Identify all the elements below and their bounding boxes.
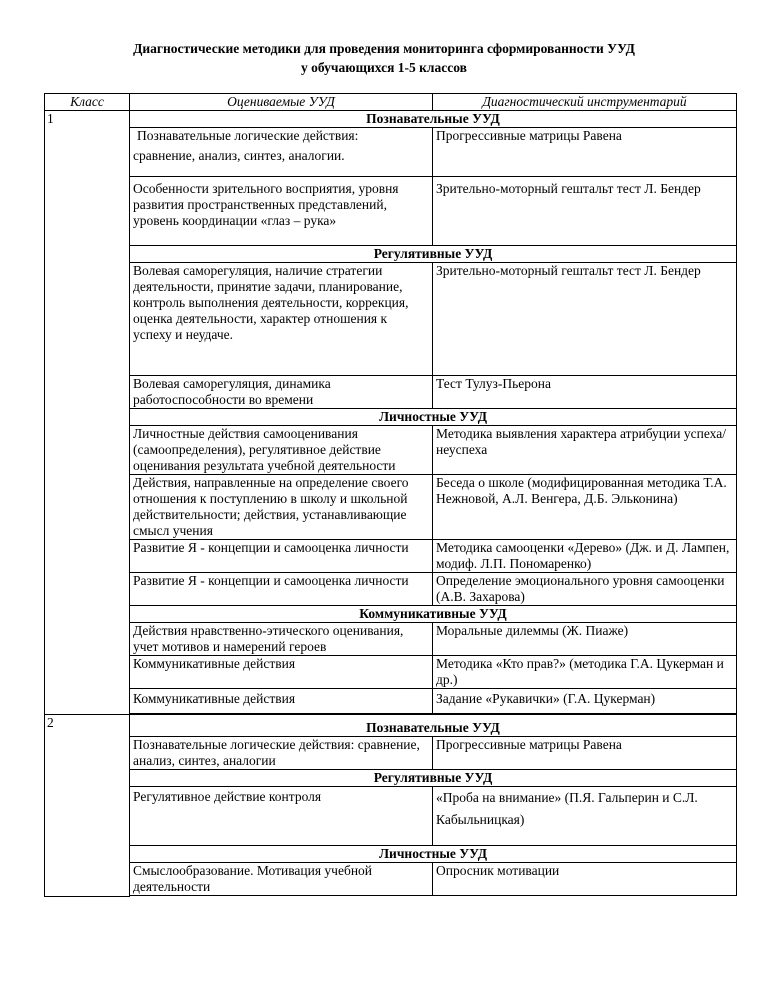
header-skills: Оцениваемые УУД <box>130 94 433 111</box>
table-row <box>45 426 737 475</box>
table-row <box>45 656 737 689</box>
skill-text: сравнение, анализ, синтез, аналогии. <box>133 148 345 163</box>
tool-cell: Беседа о школе (модифицированная методика Т.А. Нежновой, А.Л. Венгера, Д.Б. Эльконина) <box>433 475 737 540</box>
section-cognitive-g2: Познавательные УУД <box>130 715 737 737</box>
skill-cell: Развитие Я - концепции и самооценка личности <box>130 573 433 606</box>
section-personal-g2: Личностные УУД <box>130 846 737 863</box>
table-row <box>45 623 737 656</box>
section-regulatory-g2: Регулятивные УУД <box>130 770 737 787</box>
skill-text: Познавательные логические действия: <box>137 128 359 143</box>
skill-cell: Особенности зрительного восприятия, уровня развития пространственных представлений, уровень координации «глаз – рука» <box>130 177 433 246</box>
table-row <box>45 606 737 623</box>
skill-cell <box>130 128 433 177</box>
grade-1-cell: 1 <box>45 111 130 715</box>
table-row <box>45 863 737 896</box>
table-row <box>45 737 737 770</box>
tool-cell: Прогрессивные матрицы Равена <box>433 737 737 770</box>
table-row <box>45 846 737 863</box>
document-title-line-2: у обучающихся 1-5 классов <box>301 60 467 75</box>
table-row <box>45 787 737 846</box>
section-cognitive-g1: Познавательные УУД <box>130 111 737 128</box>
tool-cell: Методика выявления характера атрибуции успеха/неуспеха <box>433 426 737 475</box>
skill-cell: Коммуникативные действия <box>130 689 433 714</box>
table-row <box>45 896 737 897</box>
section-communicative-g1: Коммуникативные УУД <box>130 606 737 623</box>
skill-cell: Действия нравственно-этического оценивания, учет мотивов и намерений героев <box>130 623 433 656</box>
table-row <box>45 128 737 177</box>
table-row <box>45 689 737 714</box>
tool-cell: Опросник мотивации <box>433 863 737 896</box>
tool-cell: Методика «Кто прав?» (методика Г.А. Цукерман и др.) <box>433 656 737 689</box>
skill-cell: Коммуникативные действия <box>130 656 433 689</box>
tool-cell: «Проба на внимание» (П.Я. Гальперин и С.Л. Кабыльницкая) <box>433 787 737 846</box>
tool-cell: Прогрессивные матрицы Равена <box>433 128 737 177</box>
table-row <box>45 246 737 263</box>
table-header-row <box>45 94 737 111</box>
table-row <box>45 111 737 128</box>
table-row <box>45 573 737 606</box>
table-row <box>45 177 737 246</box>
skill-cell: Действия, направленные на определение своего отношения к поступлению в школу и школьной действительности; действия, устанавливающие смысл учения <box>130 475 433 540</box>
header-tools: Диагностический инструментарий <box>433 94 737 111</box>
header-grade: Класс <box>45 94 130 111</box>
skill-cell: Регулятивное действие контроля <box>130 787 433 846</box>
skill-cell: Смыслообразование. Мотивация учебной деятельности <box>130 863 433 896</box>
section-regulatory-g1: Регулятивные УУД <box>130 246 737 263</box>
table-row <box>45 409 737 426</box>
tool-cell: Методика самооценки «Дерево» (Дж. и Д. Лампен, модиф. Л.П. Пономаренко) <box>433 540 737 573</box>
table-row <box>45 376 737 409</box>
skill-cell: Волевая саморегуляция, наличие стратегии деятельности, принятие задачи, планирование, контроль выполнения деятельности, коррекция, оценка деятельности, характер отношения к успеху и неудаче. <box>130 263 433 376</box>
table-row <box>45 715 737 737</box>
tool-cell: Зрительно-моторный гештальт тест Л. Бендер <box>433 177 737 246</box>
table-row <box>45 770 737 787</box>
tool-cell: Зрительно-моторный гештальт тест Л. Бендер <box>433 263 737 376</box>
document-title-line-1: Диагностические методики для проведения мониторинга сформированности УУД <box>133 41 635 56</box>
skill-cell: Развитие Я - концепции и самооценка личности <box>130 540 433 573</box>
skill-cell: Познавательные логические действия: сравнение, анализ, синтез, аналогии <box>130 737 433 770</box>
tool-cell: Тест Тулуз-Пьерона <box>433 376 737 409</box>
tool-cell: Определение эмоционального уровня самооценки (А.В. Захарова) <box>433 573 737 606</box>
table-row <box>45 475 737 540</box>
table-row <box>45 540 737 573</box>
tool-cell: Задание «Рукавички» (Г.А. Цукерман) <box>433 689 737 714</box>
table-row <box>45 263 737 376</box>
skill-cell: Личностные действия самооценивания (самоопределения), регулятивное действие оценивания результата учебной деятельности <box>130 426 433 475</box>
section-personal-g1: Личностные УУД <box>130 409 737 426</box>
skill-cell: Волевая саморегуляция, динамика работоспособности во времени <box>130 376 433 409</box>
tool-cell: Моральные дилеммы (Ж. Пиаже) <box>433 623 737 656</box>
diagnostics-table <box>44 93 737 897</box>
grade-2-cell: 2 <box>45 715 130 897</box>
